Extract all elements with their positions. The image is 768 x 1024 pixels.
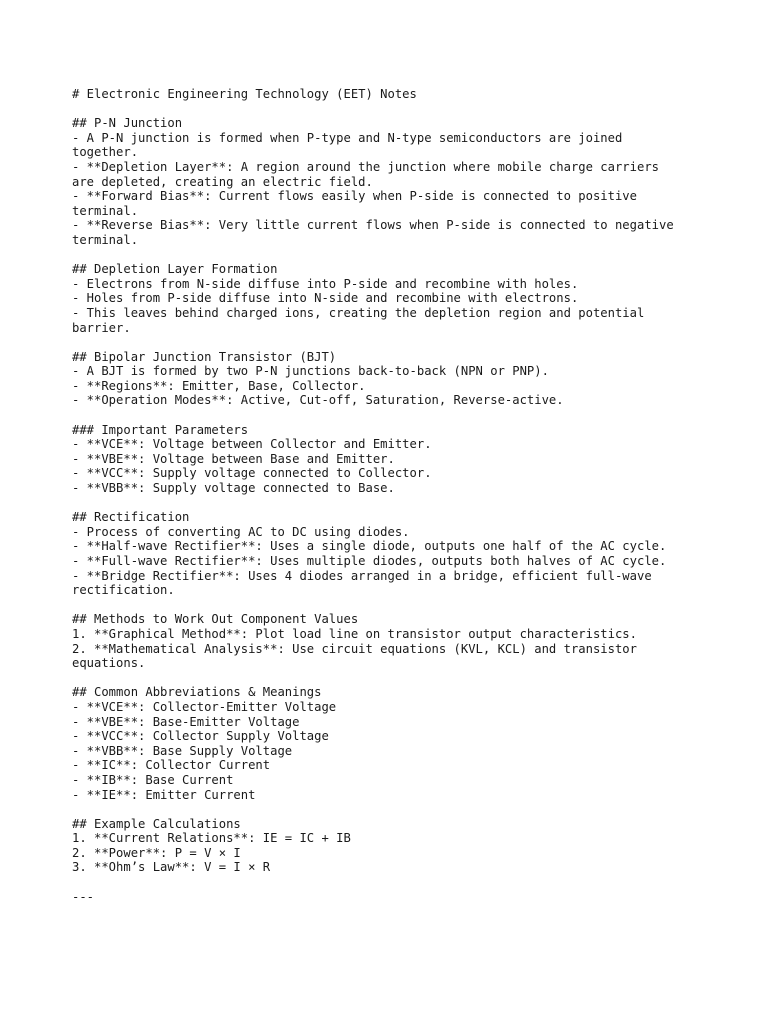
section-heading: ## Example Calculations [72,816,241,831]
bullet-item: - **VBB**: Base Supply Voltage [72,743,293,758]
bullet-item: - **VBE**: Voltage between Base and Emitter. [72,451,395,466]
blank-line [72,408,702,423]
bullet-item: - **Reverse Bias**: Very little current flows when P-side is connected to negative [72,218,674,233]
bullet-item: - **VCE**: Collector-Emitter Voltage [72,699,337,714]
bullet-item: - **VCC**: Collector Supply Voltage [72,729,329,744]
numbered-item: 2. **Mathematical Analysis**: Use circuit equations (KVL, KCL) and transistor [72,641,637,656]
numbered-item: 1. **Graphical Method**: Plot load line on transistor output characteristics. [72,626,637,641]
numbered-item: 2. **Power**: P = V × I [72,845,241,860]
bullet-item: - **Half-wave Rectifier**: Uses a single diode, outputs one half of the AC cycle. [72,539,667,554]
text-line: equations. [72,656,146,671]
text-line: are depleted, creating an electric field. [72,174,373,189]
bullet-item: - **IB**: Base Current [72,772,234,787]
section-heading: ## Depletion Layer Formation [72,262,278,277]
document-title: # Electronic Engineering Technology (EET) Notes [72,87,417,101]
section-heading: ## P-N Junction [72,116,183,131]
blank-line [72,598,702,613]
bullet-item: - Electrons from N-side diffuse into P-side and recombine with holes. [72,276,579,291]
document-page [72,87,702,904]
bullet-item: - A BJT is formed by two P-N junctions back-to-back (NPN or PNP). [72,364,549,379]
section-heading: ## Common Abbreviations & Meanings [72,685,322,700]
bullet-item: - Process of converting AC to DC using diodes. [72,524,410,539]
blank-line [72,802,702,817]
blank-line [72,671,702,686]
bullet-item: - **Regions**: Emitter, Base, Collector. [72,378,366,393]
horizontal-rule: --- [72,889,95,904]
bullet-item: - **VCE**: Voltage between Collector and Emitter. [72,437,432,452]
blank-line [72,496,702,511]
bullet-item: - **VBB**: Supply voltage connected to Base. [72,481,395,496]
bullet-item: - **IE**: Emitter Current [72,787,256,802]
subsection-heading: ### Important Parameters [72,422,249,437]
bullet-item: - Holes from P-side diffuse into N-side and recombine with electrons. [72,291,579,306]
numbered-item: 3. **Ohm’s Law**: V = I × R [72,860,271,875]
section-heading: ## Methods to Work Out Component Values [72,612,359,627]
bullet-item: - **Full-wave Rectifier**: Uses multiple diodes, outputs both halves of AC cycle. [72,554,667,568]
bullet-item: - **Forward Bias**: Current flows easily when P-side is connected to positive [72,189,637,204]
bullet-item: - **VCC**: Supply voltage connected to Collector. [72,466,432,481]
numbered-item: 1. **Current Relations**: IE = IC + IB [72,831,351,846]
bullet-item: - **IC**: Collector Current [72,758,271,773]
text-line: terminal. [72,232,139,247]
blank-line [72,875,702,890]
bullet-item: - This leaves behind charged ions, creating the depletion region and potential [72,305,645,320]
text-line: terminal. [72,203,139,218]
blank-line [72,248,702,263]
section-heading: ## Bipolar Junction Transistor (BJT) [72,349,337,364]
bullet-item: - **Bridge Rectifier**: Uses 4 diodes arranged in a bridge, efficient full-wave [72,568,652,583]
text-line: barrier. [72,320,131,335]
bullet-item: - **VBE**: Base-Emitter Voltage [72,714,300,729]
text-line: rectification. [72,583,175,598]
section-heading: ## Rectification [72,510,190,525]
blank-line [72,102,702,117]
blank-line [72,335,702,350]
bullet-item: - **Operation Modes**: Active, Cut-off, Saturation, Reverse-active. [72,393,564,408]
bullet-item: - **Depletion Layer**: A region around the junction where mobile charge carriers [72,159,659,174]
bullet-item: - A P-N junction is formed when P-type and N-type semiconductors are joined [72,130,623,145]
text-line: together. [72,145,139,160]
